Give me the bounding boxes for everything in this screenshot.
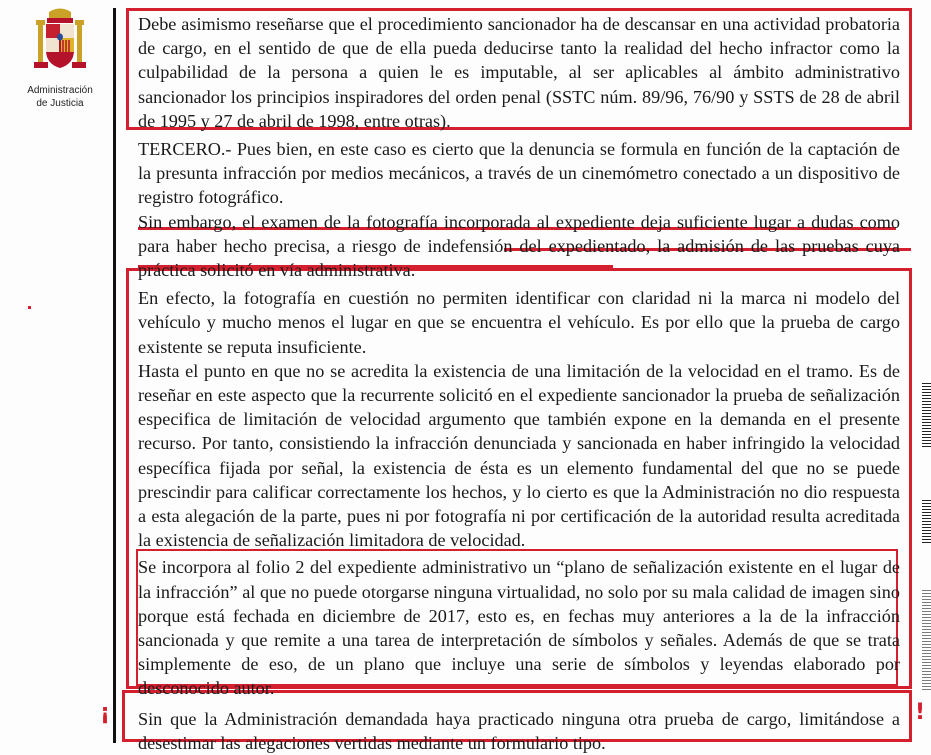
margin-divider bbox=[113, 8, 116, 743]
barcode-strip-3 bbox=[922, 590, 931, 690]
exclamation-open-mark: ¡ bbox=[100, 700, 111, 725]
paragraph-7: Sin que la Administración demandada haya practicado ninguna otra prueba de cargo, limitándose a desestimar las alegaciones vertidas mediante un formulario tipo. bbox=[138, 708, 900, 753]
administracion-justicia-logo bbox=[18, 6, 102, 109]
paragraph-1: Debe asimismo reseñarse que el procedimiento sancionador ha de descansar en una actividad probatoria de cargo, en el sentido de que de ella pueda deducirse tanto la realidad del hecho infractor como la culpabilidad de la persona a quien le es imputable, al ser aplicables al ámbito administrativo sancionador los principios inspiradores del orden penal (SSTC núm. 89/96, 76/90 y SSTS de 28 de abril de 1995 y 27 de abril de 1998, entre otras). bbox=[138, 14, 900, 131]
coat-of-arms-icon bbox=[32, 6, 88, 78]
logo-caption-line2: de Justicia bbox=[36, 98, 84, 109]
red-dot-mark bbox=[28, 306, 31, 309]
barcode-strip-1 bbox=[922, 383, 931, 448]
document-body bbox=[138, 12, 900, 755]
logo-caption-line1: Administración bbox=[27, 85, 93, 96]
barcode-strip-2 bbox=[922, 500, 931, 545]
paragraph-4: En efecto, la fotografía en cuestión no permiten identificar con claridad ni la marca ni modelo del vehículo y mucho menos el lugar en que se encuentra el vehículo. Es por ello que la prueba de cargo existente se reputa insuficiente. bbox=[138, 288, 900, 357]
paragraph-2-tercero: TERCERO.- Pues bien, en este caso es cierto que la denuncia se formula en función de la captación de la presunta infracción por medios mecánicos, a través de un cinemómetro conectado a un dispositivo de registro fotográfico. bbox=[138, 139, 900, 208]
exclamation-close-mark: ! bbox=[915, 700, 926, 725]
paragraph-3: Sin embargo, el examen de la fotografía incorporada al expediente deja suficiente lugar a dudas como para haber hecho precisa, a riesgo de indefensión del expedientado, la admisión de las pruebas cuya práctica solicitó en vía administrativa. bbox=[138, 211, 900, 281]
paragraph-5: Hasta el punto en que no se acredita la existencia de una limitación de la velocidad en el tramo. Es de reseñar en este aspecto que la recurrente solicitó en el expediente sancionador la prueba de señalización especifica de limitación de velocidad argumento que también expone en la demanda en el presente recurso. Por tanto, consistiendo la infracción denunciada y sancionada en haber infringido la velocidad específica fijada por señal, la existencia de ésta es un elemento fundamental del que no se puede prescindir para calificar correctamente los hechos, y lo cierto es que la Administración no dio respuesta a esta alegación de la parte, pues ni por fotografía ni por certificación de la autoridad resulta acreditada la existencia de señalización limitadora de velocidad. bbox=[138, 360, 900, 551]
paragraph-6: Se incorpora al folio 2 del expediente administrativo un “plano de señalización existente en el lugar de la infracción” al que no puede otorgarse ninguna virtualidad, no solo por su mala calidad de imagen sino porque está fechada en diciembre de 2017, esto es, en fechas muy anteriores a la de la infracción sancionada y que remite a una tarea de interpretación de símbolos y señales. Además de que se trata simplemente de eso, de un plano que incluye una serie de símbolos y leyendas elaborado por desconocido autor. bbox=[138, 557, 900, 699]
